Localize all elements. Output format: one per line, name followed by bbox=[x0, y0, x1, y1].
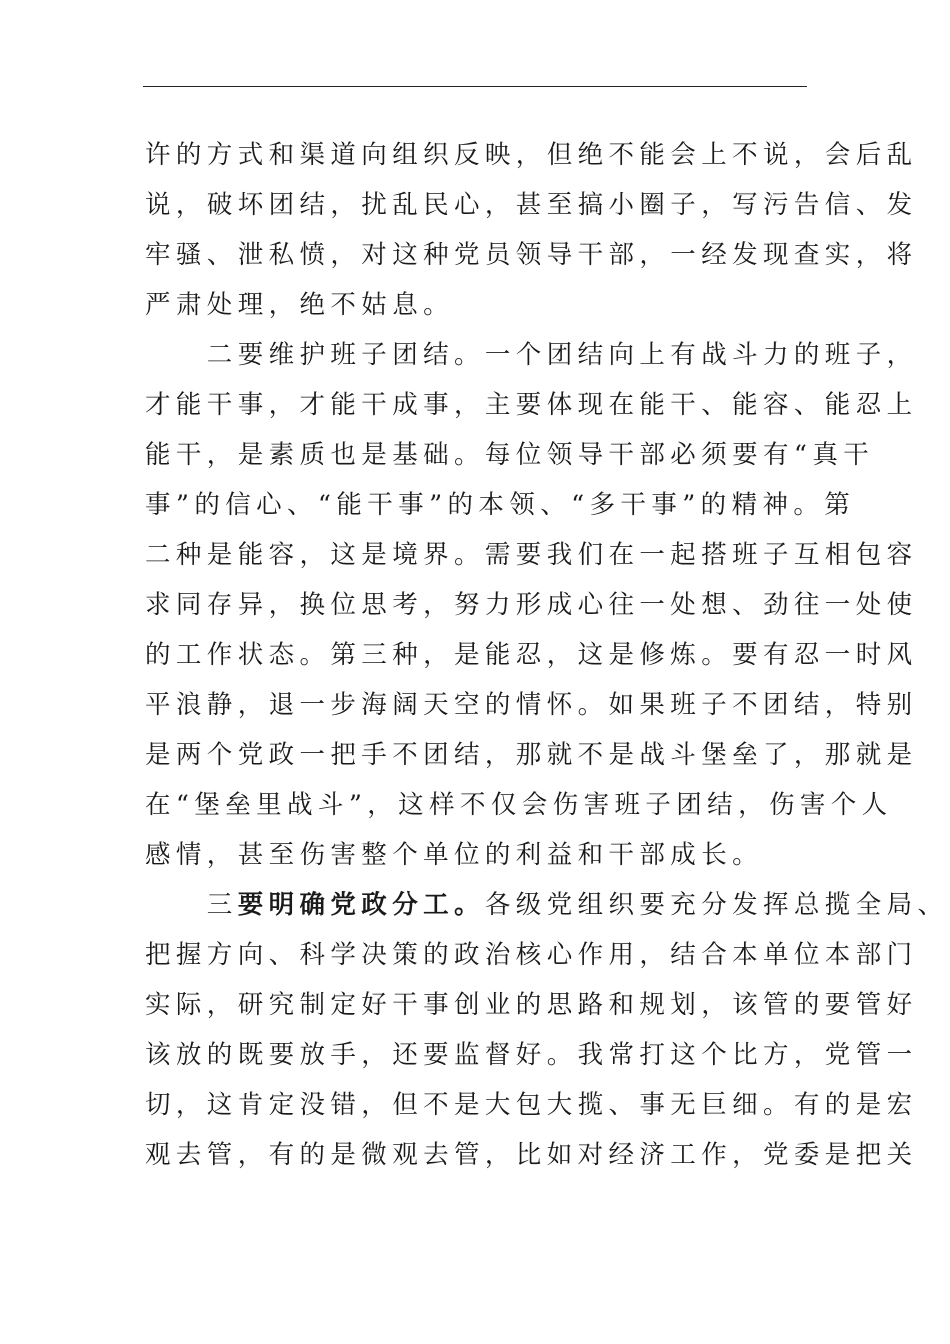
text-line: 的工作状态。第三种，是能忍，这是修炼。要有忍一时风 bbox=[145, 640, 918, 670]
text-line: 观去管，有的是微观去管，比如对经济工作，党委是把关 bbox=[145, 1140, 918, 1170]
text-line: 严肃处理，绝不姑息。 bbox=[145, 290, 455, 320]
paragraph-3 bbox=[145, 880, 949, 1180]
text-line: 二种是能容，这是境界。需要我们在一起搭班子互相包容 bbox=[145, 540, 918, 570]
text-line: 才能干事，才能干成事，主要体现在能干、能容、能忍上 bbox=[145, 390, 918, 420]
text-line: 求同存异，换位思考，努力形成心往一处想、劲往一处使 bbox=[145, 590, 918, 620]
text-line: 实际，研究制定好干事创业的思路和规划，该管的要管好 bbox=[145, 990, 918, 1020]
text-line bbox=[145, 880, 949, 930]
text-line: 该放的既要放手，还要监督好。我常打这个比方，党管一 bbox=[145, 1040, 918, 1070]
text-line: 平浪静，退一步海阔天空的情怀。如果班子不团结，特别 bbox=[145, 690, 918, 720]
paragraph-2 bbox=[145, 330, 918, 880]
text-line: 能干，是素质也是基础。每位领导干部必须要有“真干 bbox=[145, 440, 875, 470]
text-line: 把握方向、科学决策的政治核心作用，结合本单位本部门 bbox=[145, 940, 918, 970]
text-line: 许的方式和渠道向组织反映，但绝不能会上不说，会后乱 bbox=[145, 140, 918, 170]
paragraph-3-indent: 三 bbox=[145, 890, 238, 920]
paragraph-1 bbox=[145, 130, 918, 330]
text-line: 事”的信心、“能干事”的本领、“多干事”的精神。第 bbox=[145, 490, 856, 520]
text-line: 感情，甚至伤害整个单位的利益和干部成长。 bbox=[145, 840, 764, 870]
text-line: 切，这肯定没错，但不是大包大揽、事无巨细。有的是宏 bbox=[145, 1090, 918, 1120]
text-line: 牢骚、泄私愤，对这种党员领导干部，一经发现查实，将 bbox=[145, 240, 918, 270]
text-line: 在“堡垒里战斗”，这样不仅会伤害班子团结，伤害个人 bbox=[145, 790, 893, 820]
text-line: 说，破坏团结，扰乱民心，甚至搞小圈子，写污告信、发 bbox=[145, 190, 918, 220]
document-body bbox=[145, 130, 949, 1180]
header-rule bbox=[143, 86, 807, 87]
text-line: 是两个党政一把手不团结，那就不是战斗堡垒了，那就是 bbox=[145, 740, 918, 770]
paragraph-3-first-line-rest: 各级党组织要充分发挥总揽全局、 bbox=[484, 890, 949, 920]
text-line: 二要维护班子团结。一个团结向上有战斗力的班子， bbox=[145, 340, 918, 370]
paragraph-3-heading: 要明确党政分工。 bbox=[237, 890, 485, 920]
